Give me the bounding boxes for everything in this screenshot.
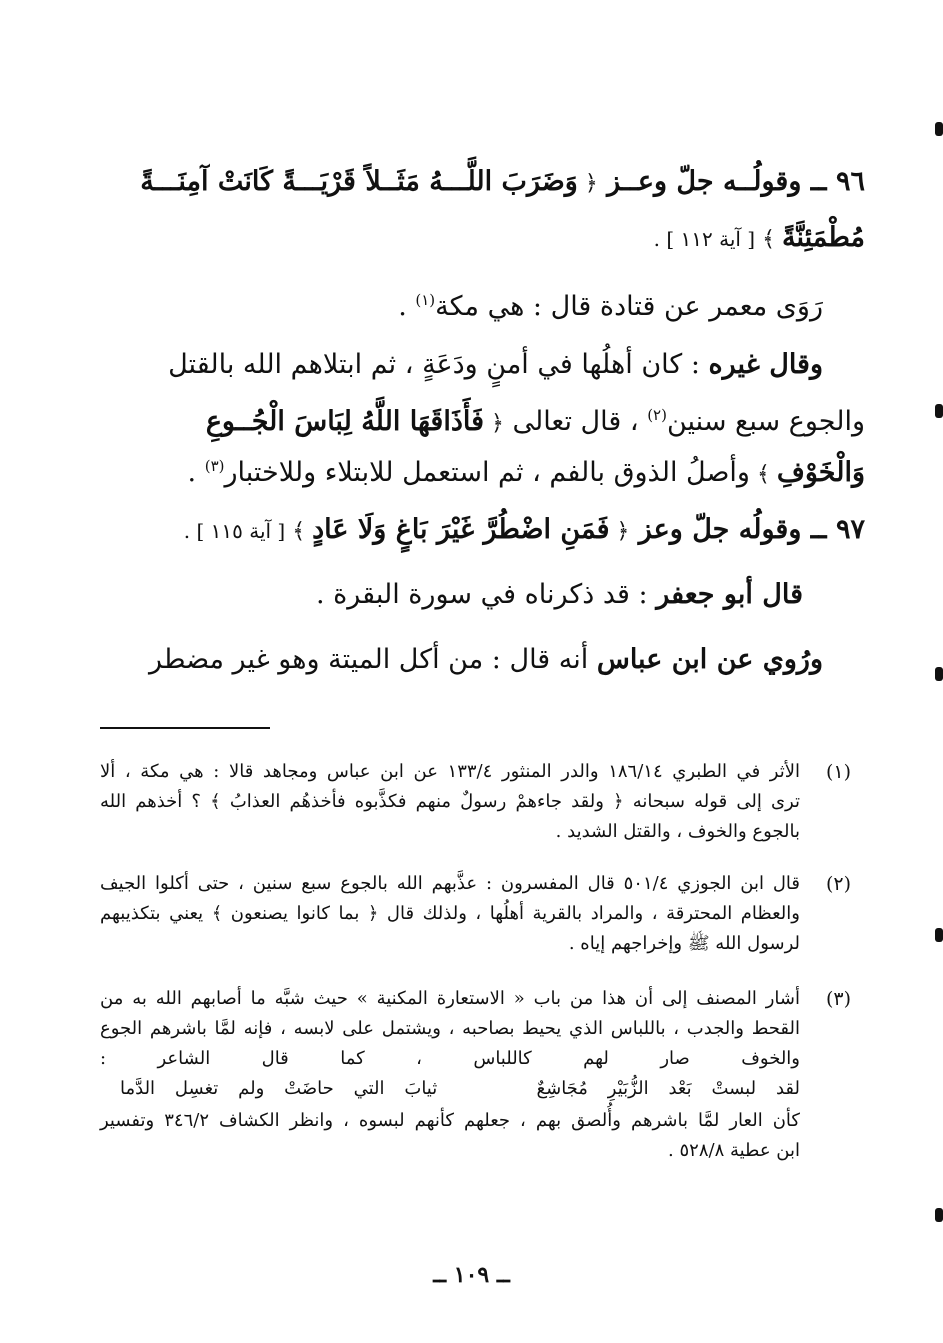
text-run: وقال غيره bbox=[708, 349, 823, 380]
footnote-line: كأن العار لمَّا باشرهم وأُلصق بهم ، جعلهم كأنهم لبسوه ، وانظر الكشاف ٣٤٦/٢ وتفسير bbox=[100, 1110, 800, 1131]
quran-text: مُطْمَئِنَّةً bbox=[782, 222, 865, 253]
text-run: ٩٦ ــ bbox=[801, 166, 865, 197]
paragraph-other-2 bbox=[105, 395, 865, 444]
text-run: وقولُه جلّ وعز bbox=[629, 514, 802, 545]
verse-97-line bbox=[105, 510, 865, 552]
text-run: ورُوي عن ابن عباس bbox=[596, 644, 823, 675]
footnote-line: والخوف صار لهم كاللباس ، كما قال الشاعر : bbox=[100, 1048, 800, 1069]
footnote-line: ابن عطية ٥٢٨/٨ . bbox=[668, 1140, 800, 1161]
text-run: قال أبو جعفر bbox=[656, 579, 803, 610]
page-number: ــ ١٠٩ ــ bbox=[433, 1262, 510, 1288]
verse-96-line-1 bbox=[105, 162, 865, 204]
text-run: : قد ذكرناه في سورة البقرة . bbox=[315, 579, 657, 610]
footnote-line: ترى إلى قوله سبحانه ﴿ ولقد جاءهمْ رسولٌ منهم فكذَّبوه فأخذهُم العذابُ ﴾ ؟ أخذهم الله bbox=[100, 791, 800, 812]
footnote-line: بالجوع والخوف ، والقتل الشديد . bbox=[555, 821, 800, 842]
text-run: ٩٧ ــ bbox=[801, 514, 865, 545]
text-run: : كان أهلُها في أمنٍ ودَعَةٍ ، ثم ابتلاهم الله بالقتل bbox=[168, 349, 709, 380]
quran-text: فَأَذَاقَهَا اللَّهُ لِبَاسَ الْجُــوعِ bbox=[205, 406, 484, 437]
quran-bracket: ﴿ bbox=[577, 171, 598, 196]
verse-96-line-2 bbox=[105, 218, 865, 260]
footnote-line: قال ابن الجوزي ٥٠١/٤ قال المفسرون : عذَّبهم الله بالجوع سبع سنين ، حتى أكلوا الجيف bbox=[100, 873, 801, 894]
footnote-line: لقد لبستْ بَعْد الزُّبَيْرِ مُجَاشِعٌ ثيابَ التي حاضَتْ ولم تغسِل الدَّما bbox=[120, 1078, 800, 1099]
quran-bracket: ﴾ bbox=[755, 227, 782, 252]
text-run: [ آية ١١٥ ] . bbox=[183, 519, 286, 543]
quran-bracket: ﴾ bbox=[285, 519, 313, 544]
quran-bracket: ﴿ bbox=[484, 411, 504, 436]
footnote-line: والعظام المحترقة ، والمراد بالقرية أهلُها ، ولذلك قال ﴿ بما كانوا يصنعون ﴾ يعني بتكذيبهم bbox=[100, 903, 800, 924]
footnote-line: أشار المصنف إلى أن هذا من باب « الاستعارة المكنية » حيث شبَّه ما أصابهم الله به من bbox=[100, 988, 800, 1009]
paragraph-other-1 bbox=[63, 345, 823, 385]
margin-mark bbox=[935, 122, 943, 136]
paragraph-qatada bbox=[63, 280, 823, 327]
text-run: ، قال تعالى bbox=[503, 406, 648, 437]
paragraph-ibn-abbas bbox=[63, 640, 823, 680]
quran-bracket: ﴿ bbox=[609, 519, 630, 544]
footnote-separator bbox=[100, 727, 270, 729]
margin-mark bbox=[935, 928, 943, 942]
text-run: أنه قال : من أكل الميتة وهو غير مضطر bbox=[149, 644, 597, 675]
quran-text: وَضَرَبَ اللَّـــهُ مَثَــلاً قَرْيَـــةً كَانَتْ آمِنَـــةً bbox=[140, 166, 578, 197]
footnote-number: (٣) bbox=[825, 988, 851, 1010]
footnote-line: لرسول الله ﷺ وإخراجهم إياه . bbox=[568, 933, 800, 954]
text-run: وقولُــه جلّ وعــز bbox=[597, 166, 802, 197]
paragraph-abu-jafar bbox=[43, 575, 803, 615]
margin-mark bbox=[935, 1208, 943, 1222]
text-run: والجوع سبع سنين bbox=[666, 406, 865, 437]
margin-mark bbox=[935, 667, 943, 681]
footnote-ref: (٣) bbox=[204, 457, 225, 475]
footnote-number: (٢) bbox=[825, 873, 851, 895]
quran-text: فَمَنِ اضْطُرَّ غَيْرَ بَاغٍ وَلَا عَادٍ bbox=[312, 514, 610, 545]
text-run: . bbox=[187, 457, 205, 488]
margin-mark bbox=[935, 404, 943, 418]
text-run: [ آية ١١٢ ] . bbox=[653, 227, 756, 251]
text-run: . bbox=[398, 291, 416, 322]
paragraph-other-3 bbox=[105, 446, 865, 495]
footnote-line: القحط والجدب ، باللباس الذي يحيط بصاحبه ، ويشتمل على لابسه ، فإنه لمَّا باشرهم الجوع bbox=[100, 1018, 800, 1039]
footnote-line: الأثر في الطبري ١٨٦/١٤ والدر المنثور ١٣٣/٤ عن ابن عباس ومجاهد قالا : هي مكة ، ألا bbox=[100, 761, 800, 782]
quran-text: وَالْخَوْفِ bbox=[776, 457, 865, 488]
text-run: رَوَى معمر عن قتادة قال : هي مكة bbox=[435, 291, 823, 322]
text-run: وأصلُ الذوق بالفم ، ثم استعمل للابتلاء وللاختبار bbox=[224, 457, 750, 488]
footnote-ref: (١) bbox=[415, 291, 436, 309]
footnote-number: (١) bbox=[825, 761, 851, 783]
footnote-ref: (٢) bbox=[647, 406, 667, 424]
quran-bracket: ﴾ bbox=[749, 462, 777, 487]
